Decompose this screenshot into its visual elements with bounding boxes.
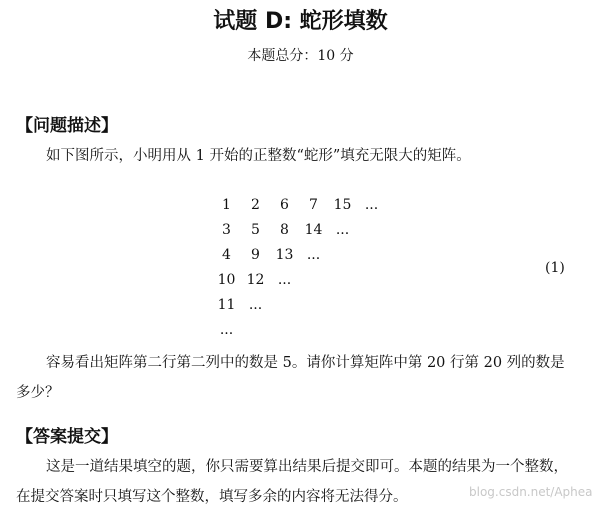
matrix-cell: 7 (309, 196, 318, 213)
matrix-cell: ... (335, 221, 350, 238)
matrix-cell: 10 (217, 271, 236, 288)
matrix-cell: 4 (222, 246, 231, 263)
matrix-cell: 3 (222, 221, 231, 238)
matrix-cell: 2 (251, 196, 260, 213)
equation-number: (1) (545, 260, 565, 276)
submission-instructions: 这是一道结果填空的题，你只需要算出结果后提交即可。本题的结果为一个整数，在提交答案时只填写这个整数，填写多余的内容将无法得分。 (16, 459, 568, 505)
matrix-row (212, 192, 386, 217)
matrix-cell: ... (277, 271, 292, 288)
answer-submission-heading: 【答案提交】 (16, 427, 118, 447)
problem-description-heading: 【问题描述】 (16, 116, 118, 136)
problem-intro: 如下图所示，小明用从 1 开始的正整数“蛇形”填充无限大的矩阵。 (46, 148, 471, 164)
matrix-row (212, 292, 386, 317)
matrix-row (212, 217, 386, 242)
matrix-cell: 12 (246, 271, 265, 288)
matrix-cell: ... (219, 321, 234, 338)
matrix-cell: 5 (251, 221, 260, 238)
matrix-cell: ... (364, 196, 379, 213)
matrix-cell: 15 (333, 196, 352, 213)
watermark: blog.csdn.net/Aphea (469, 485, 593, 499)
problem-question: 容易看出矩阵第二行第二列中的数是 5。请你计算矩阵中第 20 行第 20 列的数是多少？ (16, 355, 565, 401)
matrix-cell: 6 (280, 196, 289, 213)
matrix-cell: 8 (280, 221, 289, 238)
matrix-row (212, 267, 386, 292)
matrix-cell: 13 (275, 246, 294, 263)
matrix-cell: 1 (222, 196, 231, 213)
matrix-cell: ... (306, 246, 321, 263)
matrix-cell: 11 (217, 296, 236, 313)
matrix-row (212, 317, 386, 342)
matrix-cell: ... (248, 296, 263, 313)
problem-title: 试题 D: 蛇形填数 (213, 9, 388, 34)
snake-matrix (212, 192, 386, 342)
matrix-cell: 14 (304, 221, 323, 238)
total-score: 本题总分：10 分 (247, 48, 354, 64)
matrix-row (212, 242, 386, 267)
matrix-cell: 9 (251, 246, 260, 263)
